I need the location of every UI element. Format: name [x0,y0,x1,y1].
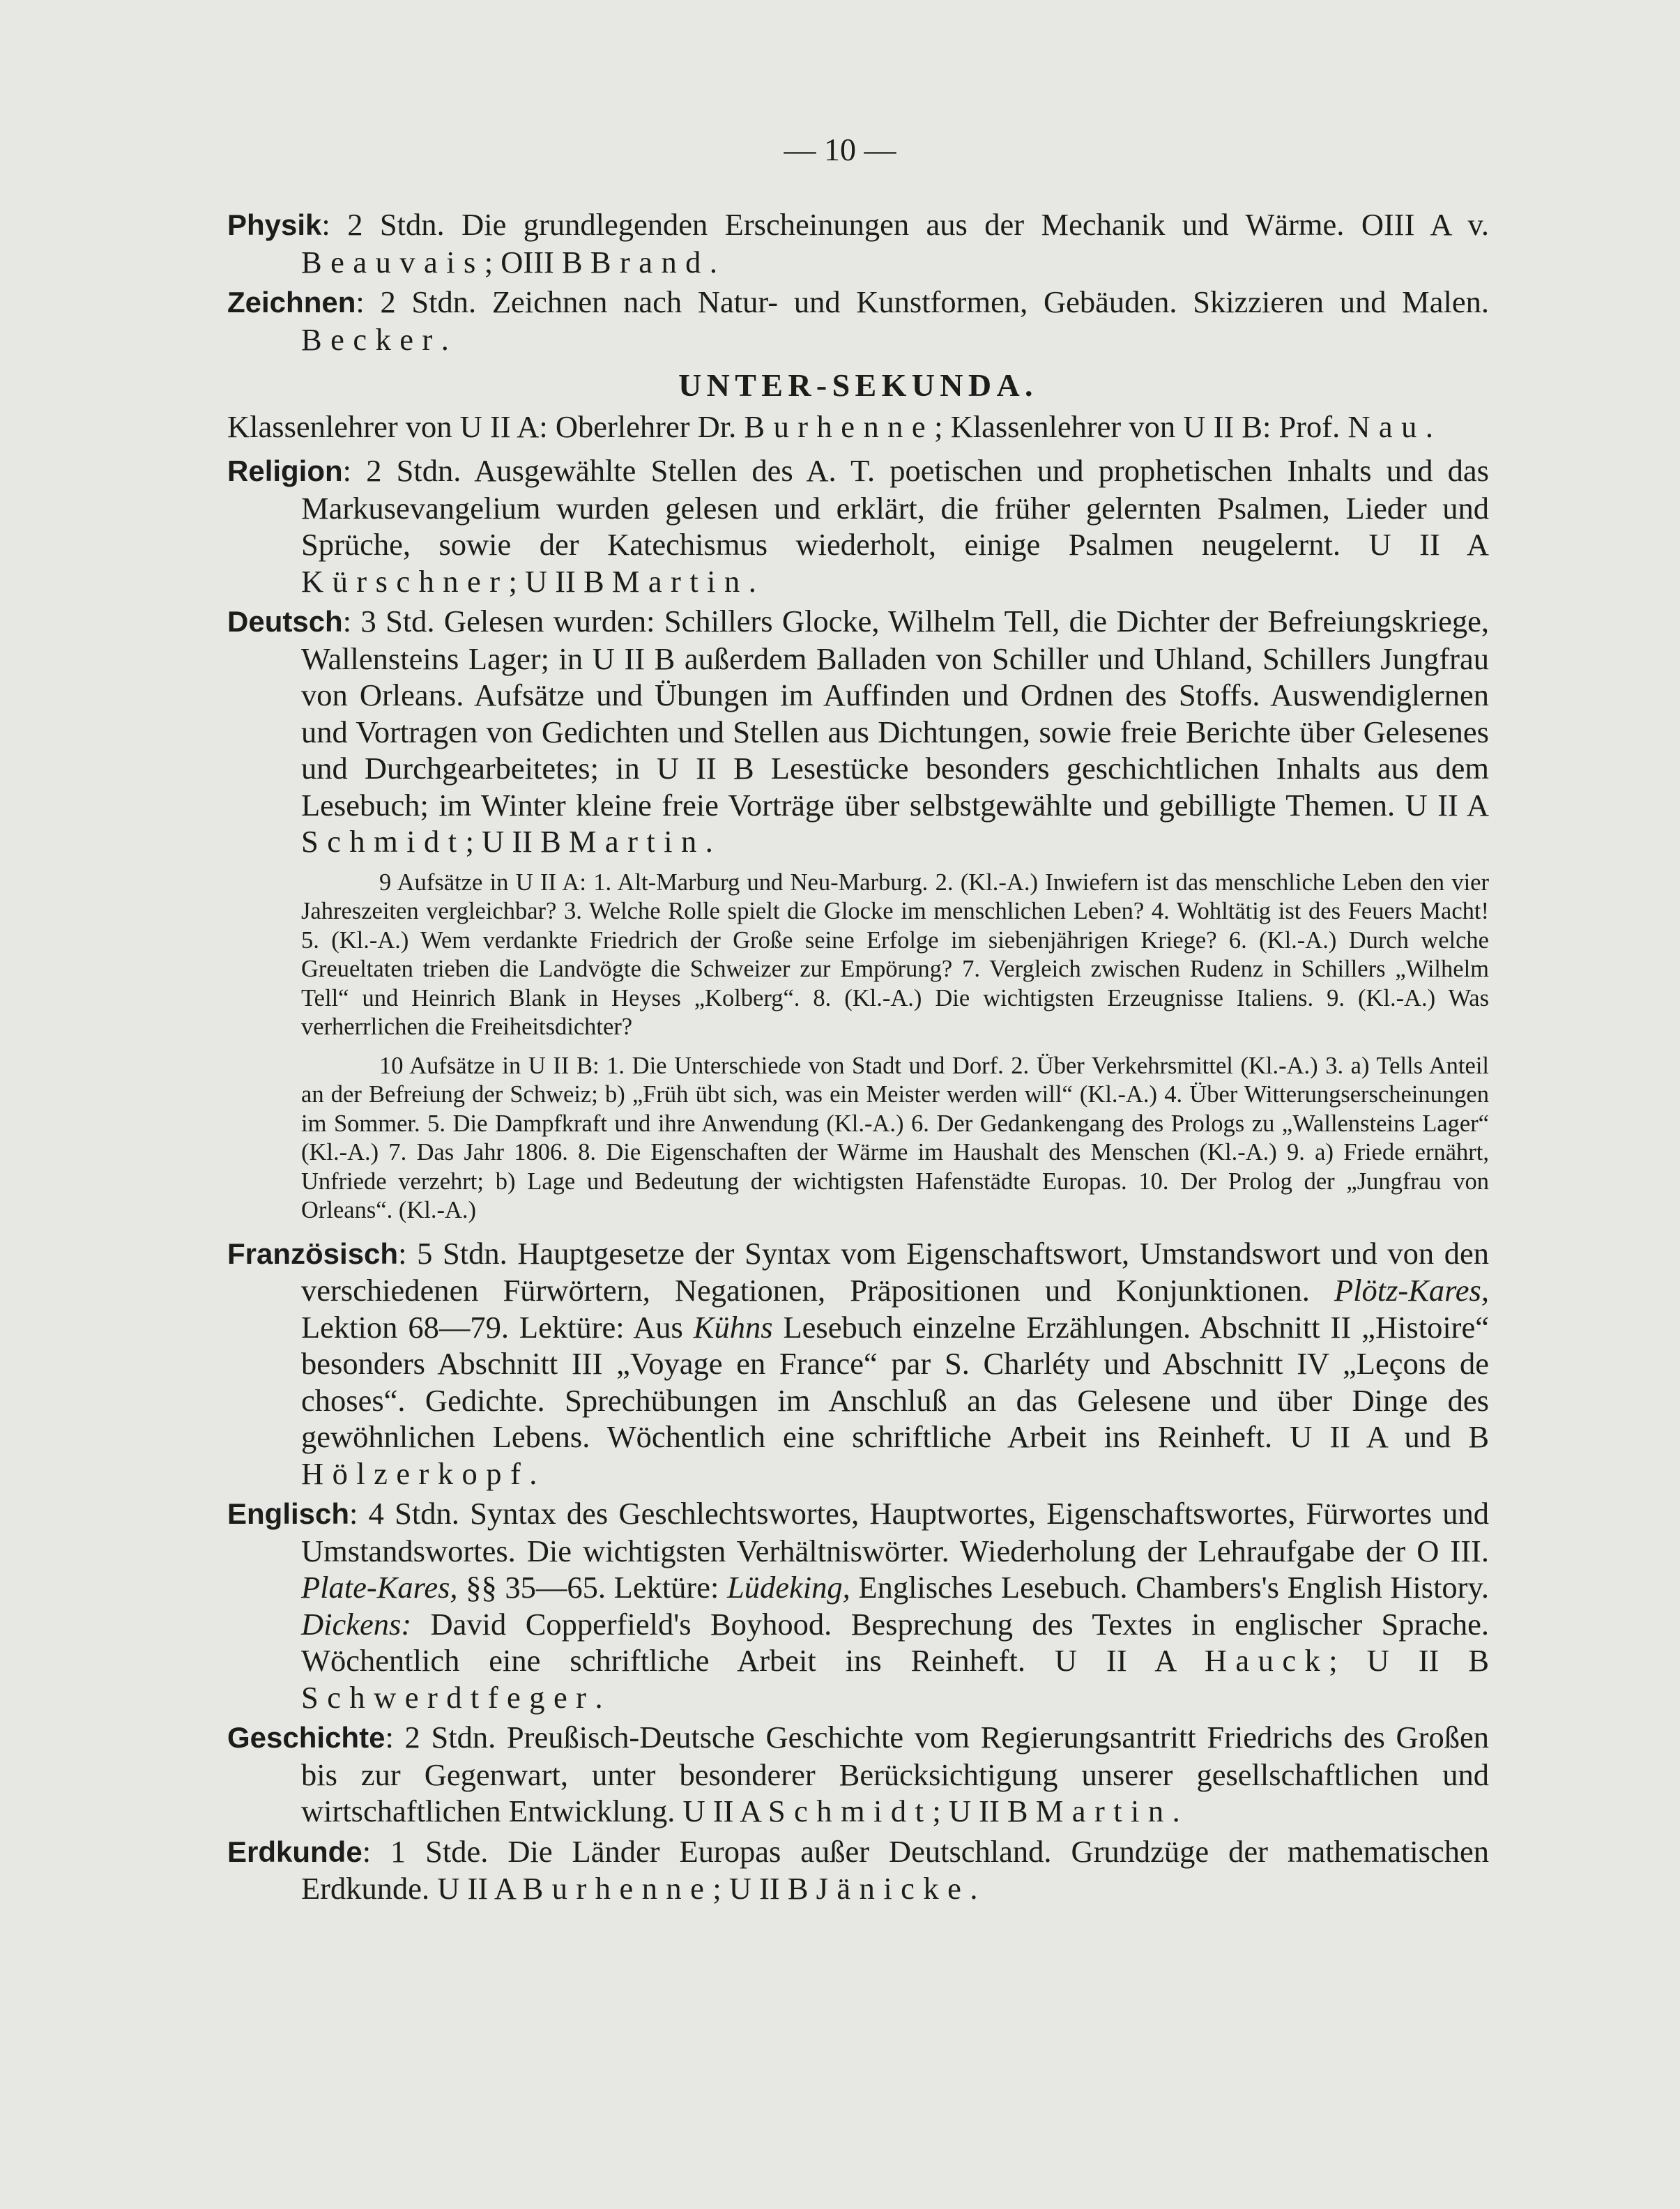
entry-franzoesisch [227,1235,1489,1492]
teacher-name: Kürschner [301,563,509,599]
essay-topics-uiib: 10 Aufsätze in U II B: 1. Die Unterschiede von Stadt und Dorf. 2. Über Verkehrsmittel (Kl.-A.) 3. a) Tells Anteil an der Befreiung der Schweiz; b) „Früh übt sich, was ein Meister werden will“ (Kl.-A.) 4. Über Witterungserscheinungen im Sommer. 5. Die Dampfkraft und ihre Anwendung (Kl.-A.) 6. Der Gedankengang des Prologs zu „Wallensteins Lager“ (Kl.-A.) 7. Das Jahr 1806. 8. Die Eigenschaften der Wärme im Haushalt des Menschen (Kl.-A.) 9. a) Friede ernährt, Unfriede verzehrt; b) Lage und Bedeutung der wichtigsten Hafenstädte Europas. 10. Der Prolog der „Jungfrau von Orleans“. (Kl.-A.) [301,1052,1489,1223]
entry-text-cont: . [709,244,717,280]
entry-physik [227,206,1489,280]
teacher-name: Brand [590,244,710,280]
teacher-name: Hölzerkopf [301,1455,530,1491]
entry-text: : 2 Stdn. Zeichnen nach Natur- und Kunstformen, Gebäuden. Skizzieren und Malen. [356,284,1489,319]
subject-label: Deutsch [227,605,343,638]
page-content [227,206,1489,1911]
entry-text-cont: . [529,1455,537,1491]
entry-text-cont: §§ 35—65. Lektüre: [457,1570,728,1605]
entry-text-cont: ; OIII B [484,244,590,280]
subject-label: Physik [227,208,322,241]
entry-text-cont: ; U II B [508,563,612,599]
entry-text: : 2 Stdn. Preußisch-Deutsche Geschichte vom Regierungsantritt Friedrichs des Großen bis zur Gegenwart, unter besonderer Berücksichtigung unserer gesellschaftlichen und wirtschaftlichen Entwicklung. U II A [301,1720,1489,1828]
entry-text: : 3 Std. Gelesen wurden: Schillers Glocke, Wilhelm Tell, die Dichter der Befreiungskriege, Wallensteins Lager; in U II B außerdem Balladen von Schiller und Uhland, Schillers Jungfrau von Orleans. Aufsätze und Übungen im Auffinden und Ordnen des Stoffs. Auswendiglernen und Vortragen von Gedichten und Stellen aus Dichtungen, sowie freie Berichte über Gelesenes und Durchgearbeitetes; in U II B Lesestücke besonders geschichtlichen Inhalts aus dem Lesebuch; im Winter kleine freie Vorträge über selbstgewählte und gebilligte Themen. U II A [301,604,1489,823]
teacher-name: Burhenne [522,1871,713,1906]
subject-label: Französisch [227,1237,399,1270]
entry-text-cont: . [970,1871,978,1906]
class-teachers-line [227,408,1489,445]
entry-text-cont: . [705,824,713,859]
entry-text: : 4 Stdn. Syntax des Geschlechtswortes, Hauptwortes, Eigenschaftswortes, Fürwortes und Umstandswortes. Die wichtigsten Verhältniswörter. Wiederholung der Lehraufgabe der O III. [301,1496,1489,1568]
book-title: Lüdeking, [727,1570,850,1605]
entry-text-cont: . [1172,1794,1180,1828]
teacher-name: Beauvais [301,244,484,280]
entry-text-cont: ; U II B [712,1871,816,1906]
entry-englisch [227,1495,1489,1715]
subject-label: Erdkunde [227,1835,362,1868]
entry-erdkunde [227,1833,1489,1907]
entry-text: : 2 Stdn. Ausgewählte Stellen des A. T. poetischen und prophetischen Inhalts und das Markusevangelium wurden gelesen und erklärt, die früher gelernten Psalmen, Lieder und Sprüche, sowie der Katechismus wiederholt, einige Psalmen neugelernt. U II A [301,453,1489,562]
subject-label: Englisch [227,1497,350,1530]
book-title: Dickens: [301,1606,412,1642]
line-text: Klassenlehrer von U II A: Oberlehrer Dr. [227,409,744,444]
entry-text: : 1 Stde. Die Länder Europas außer Deutschland. Grundzüge der mathematischen Erdkunde. U II A [301,1833,1489,1906]
book-title: Plötz-Kares, [1334,1273,1489,1308]
line-text: . [1425,409,1433,444]
teacher-name: Jänicke [816,1871,970,1906]
book-title: Plate-Kares, [301,1570,458,1605]
entry-geschichte [227,1719,1489,1830]
entry-text: : 2 Stdn. Die grundlegenden Erscheinungen aus der Mechanik und Wärme. OIII A v. [321,207,1489,242]
teacher-name: Schmidt [301,824,466,859]
teacher-name: Schmidt [768,1794,933,1828]
teacher-name: Martin [1035,1794,1173,1828]
entry-text-cont: . [748,563,756,599]
line-text: ; Klassenlehrer von U II B: Prof. [934,409,1348,444]
teacher-name: Burhenne [744,409,935,444]
section-heading: UNTER-SEKUNDA. [678,367,1038,403]
entry-text-cont: Lektion 68—79. Lektüre: Aus [301,1309,694,1345]
teacher-name: Martin [611,563,749,599]
entry-text-cont: . [595,1679,603,1715]
essay-topics-uiia: 9 Aufsätze in U II A: 1. Alt-Marburg und Neu-Marburg. 2. (Kl.-A.) Inwiefern ist das menschliche Leben den vier Jahreszeiten vergleichbar? 3. Welche Rolle spielt die Glocke im menschlichen Leben? 4. Wohltätig ist des Feuers Macht! 5. (Kl.-A.) Wem verdankte Friedrich der Große seine Erfolge im siebenjährigen Kriege? 6. (Kl.-A.) Durch welche Greueltaten trieben die Landvögte die Schweizer zur Empörung? 7. Vergleich zwischen Rudenz in Schillers „Wilhelm Tell“ und Heinrich Blank in Heyses „Kolberg“. 8. (Kl.-A.) Die wichtigsten Erzeugnisse Italiens. 9. (Kl.-A.) Was verherrlichen die Freiheitsdichter? [301,869,1489,1040]
teacher-name: Martin [568,824,705,859]
teacher-name: Nau [1347,409,1426,444]
entry-text-cont: ; U II B [932,1794,1036,1828]
entry-text-cont: ; U II B [1329,1643,1489,1678]
subject-label: Religion [227,454,343,487]
entry-text-cont: ; U II B [465,824,569,859]
entry-text-cont: David Copperfield's Boyhood. Besprechung des Textes in englischer Sprache. Wöchentlich eine schriftliche Arbeit ins Reinheft. U II A [301,1606,1489,1678]
teacher-name: Becker [301,321,441,357]
book-title: Kühns [693,1309,773,1345]
entry-text-cont: Englisches Lesebuch. Chambers's English History. [850,1570,1489,1605]
subject-label: Zeichnen [227,286,356,319]
teacher-name: Hauck [1204,1643,1329,1678]
entry-zeichnen [227,284,1489,358]
subject-label: Geschichte [227,1721,385,1754]
teacher-name: Schwerdtfeger [301,1679,595,1715]
entry-text-cont: . [441,321,449,357]
entry-text: : 5 Stdn. Hauptgesetze der Syntax vom Eigenschaftswort, Umstandswort und von den verschiedenen Fürwörtern, Negationen, Präpositionen und Konjunktionen. [301,1235,1489,1308]
entry-religion [227,452,1489,599]
page-number: — 10 — [784,132,896,167]
entry-text-cont: Lesebuch einzelne Erzählungen. Abschnitt II „Histoire“ besonders Abschnitt III „Voyage en France“ par S. Charléty und Abschnitt IV „Leçons de choses“. Gedichte. Sprechübungen im Anschluß an das Gelesene und über Dinge des gewöhnlichen Lebens. Wöchentlich eine schriftliche Arbeit ins Reinheft. U II A und B [301,1309,1489,1454]
entry-deutsch [227,603,1489,860]
